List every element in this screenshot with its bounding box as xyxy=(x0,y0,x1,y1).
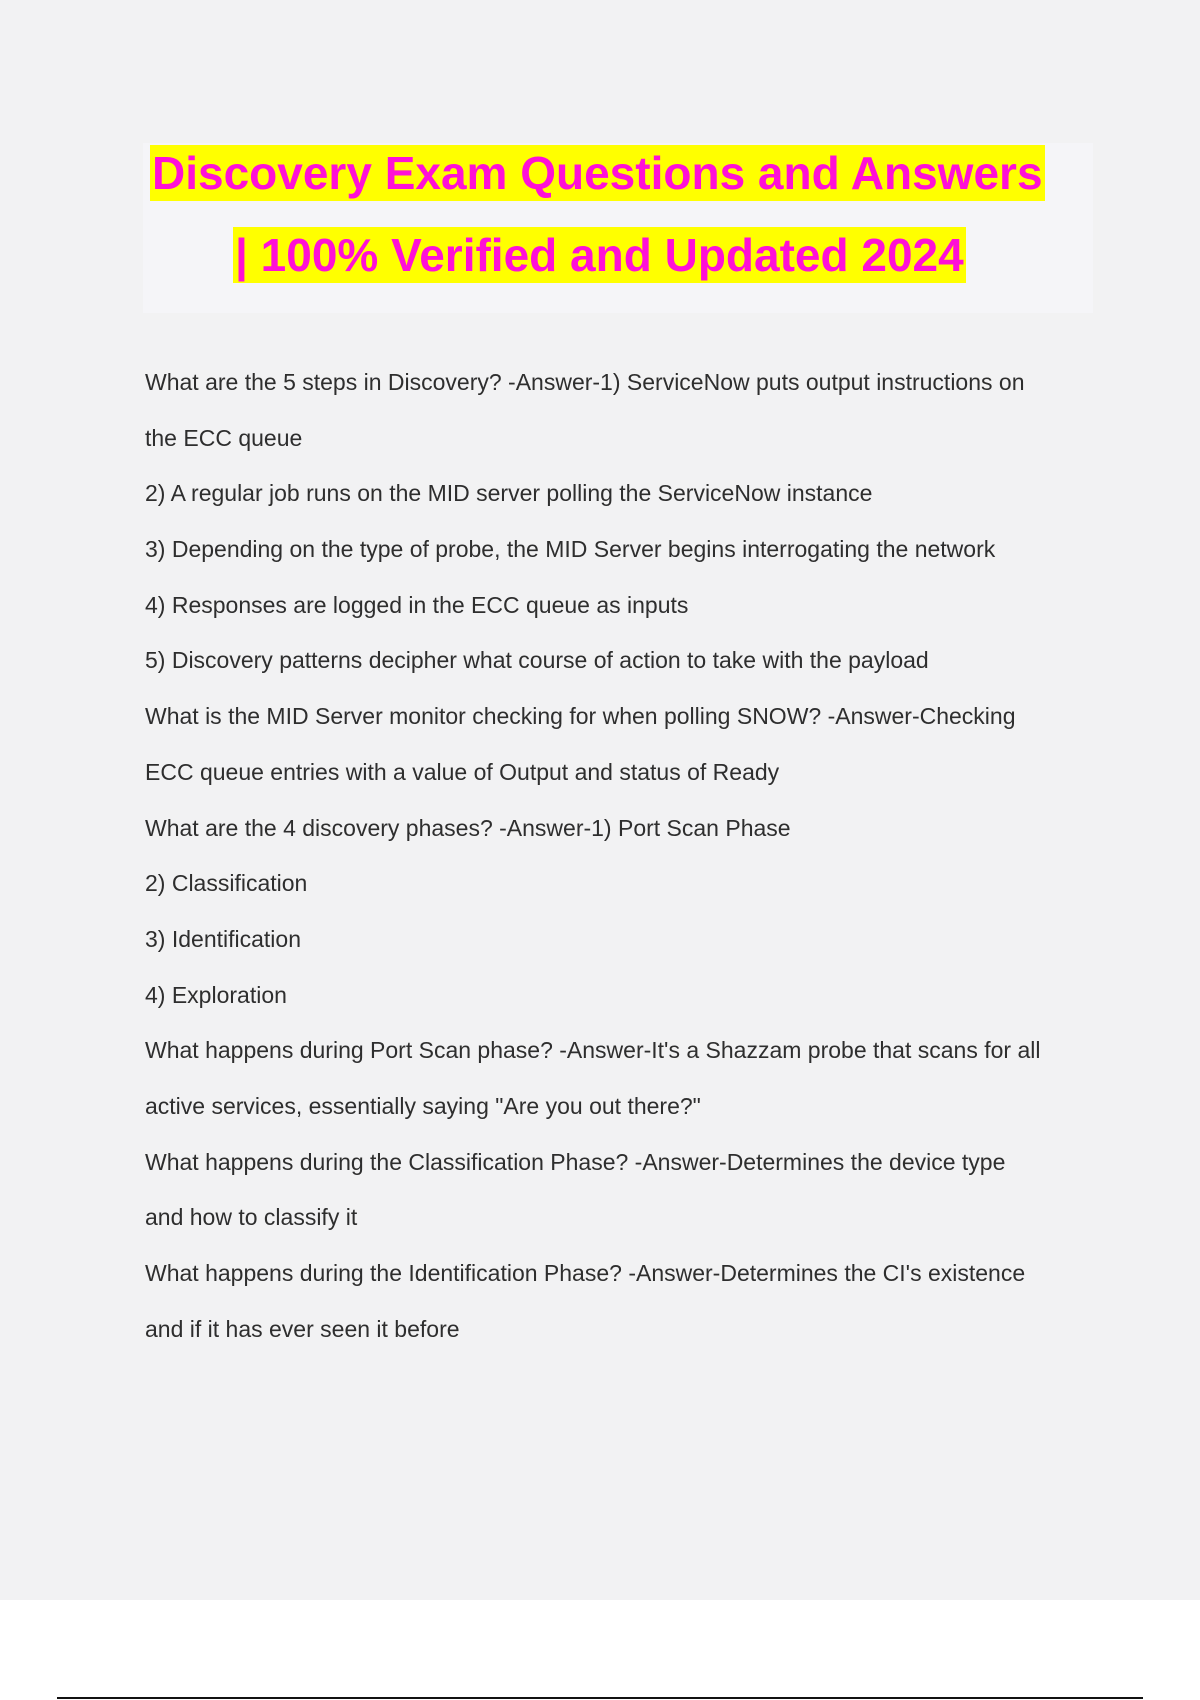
body-line: 4) Exploration xyxy=(145,981,287,1008)
body-line: and how to classify it xyxy=(145,1204,358,1231)
body-line: ECC queue entries with a value of Output and status of Ready xyxy=(145,758,780,785)
document-body xyxy=(145,364,1105,1366)
body-line: What happens during Port Scan phase? -Answer-It's a Shazzam probe that scans for all xyxy=(145,1037,1041,1064)
body-line: 5) Discovery patterns decipher what course of action to take with the payload xyxy=(145,647,929,674)
body-line: What happens during the Identification Phase? -Answer-Determines the CI's existence xyxy=(145,1260,1026,1286)
body-line: 3) Depending on the type of probe, the MID Server begins interrogating the network xyxy=(145,536,996,563)
document-title-line-1: Discovery Exam Questions and Answers xyxy=(152,147,1043,199)
body-line: 3) Identification xyxy=(145,925,301,952)
footer-divider xyxy=(57,1697,1143,1699)
body-line: active services, essentially saying "Are you out there?" xyxy=(145,1092,701,1119)
title-block xyxy=(143,143,1093,313)
body-line: What happens during the Classification Phase? -Answer-Determines the device type xyxy=(145,1148,1006,1175)
body-line: What are the 4 discovery phases? -Answer-1) Port Scan Phase xyxy=(145,814,791,841)
body-line: 2) A regular job runs on the MID server polling the ServiceNow instance xyxy=(145,480,873,507)
body-line: and if it has ever seen it before xyxy=(145,1315,460,1342)
body-line: What is the MID Server monitor checking for when polling SNOW? -Answer-Checking xyxy=(145,703,1016,730)
body-line: the ECC queue xyxy=(145,424,303,451)
body-line: What are the 5 steps in Discovery? -Answer-1) ServiceNow puts output instructions on xyxy=(145,369,1025,395)
document-title-line-2: | 100% Verified and Updated 2024 xyxy=(235,229,964,281)
body-line: 2) Classification xyxy=(145,870,308,897)
body-line: 4) Responses are logged in the ECC queue as inputs xyxy=(145,591,689,618)
